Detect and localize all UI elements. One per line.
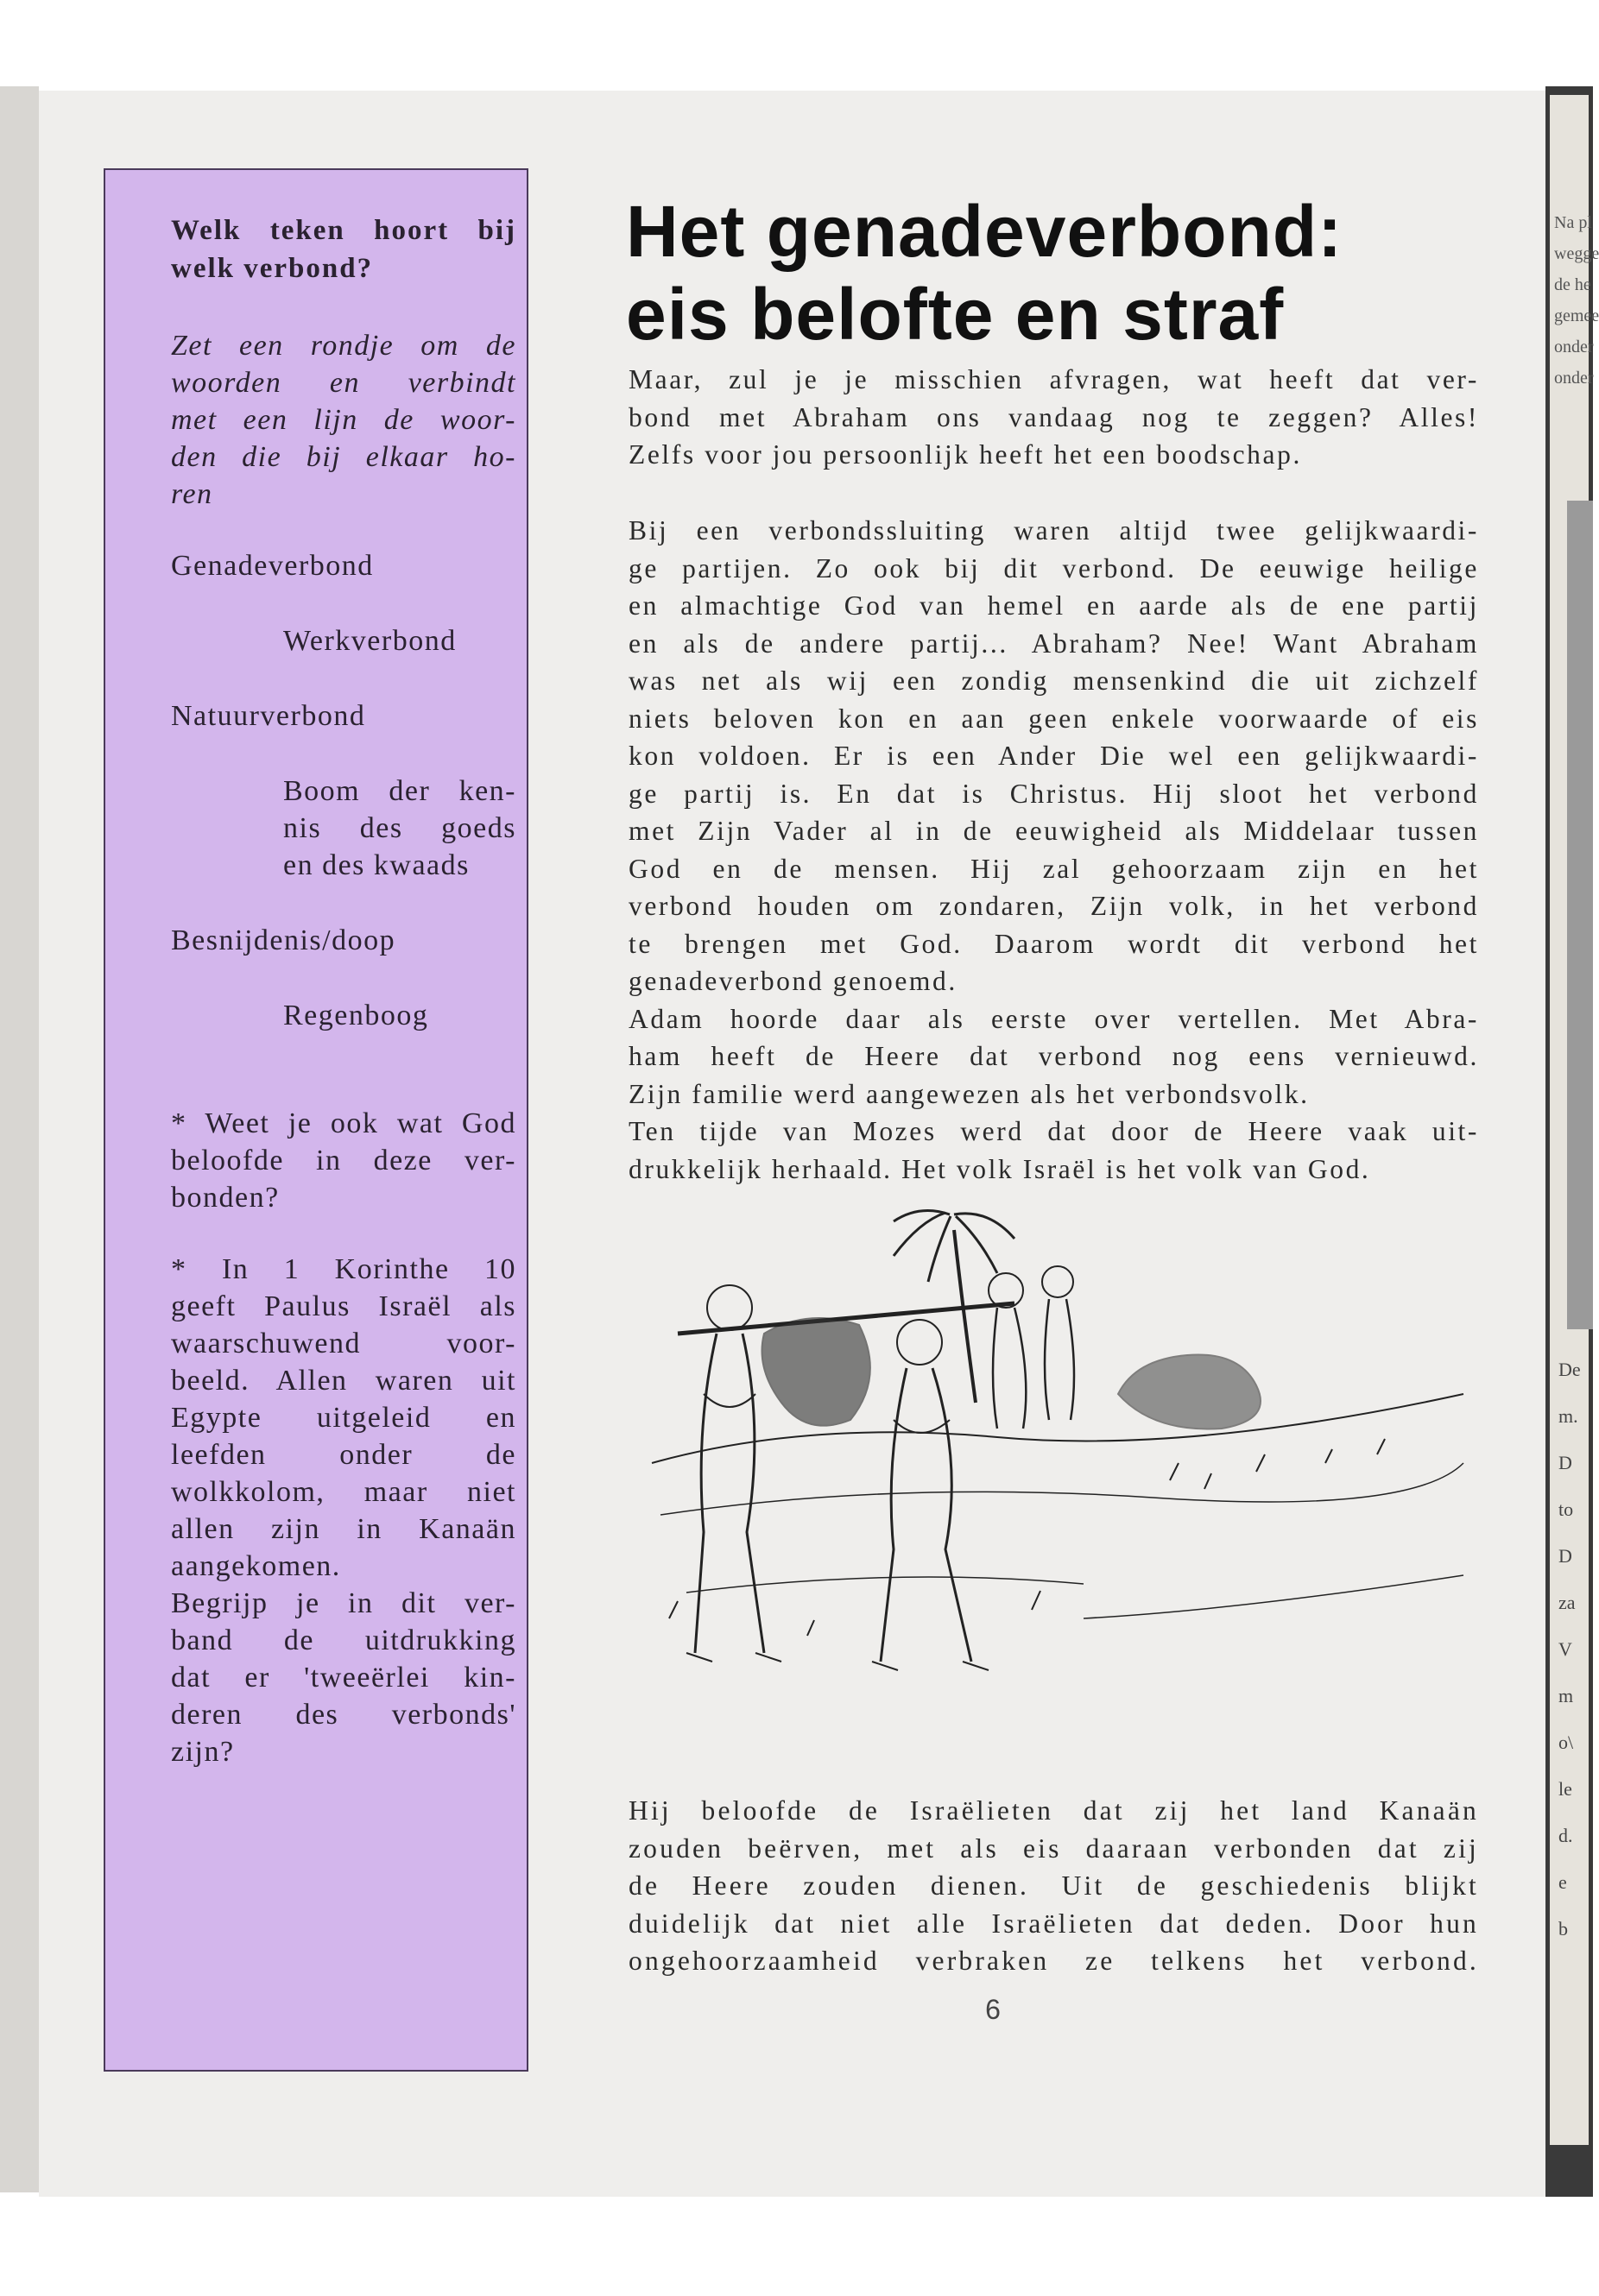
facing-page-letters: De m. D to D za V m o\ le d. e b bbox=[1558, 1359, 1581, 1940]
sidebar-question-2: * In 1 Korinthe 10 geeft Paulus Israël als waarschuwend voor- beeld. Allen waren uit Egypte uitgeleid en leefden onder de wolkkolom, maar niet allen zijn in Kanaän aangekomen. Begrijp je in dit ver- band de uitdrukking dat er 'tweeërlei kin- deren des verbonds' zijn? bbox=[171, 1253, 516, 1768]
facing-page-text: Na pl wegge de he gemee onder onder bbox=[1554, 213, 1599, 388]
word-natuurverbond: Natuurverbond bbox=[171, 700, 366, 732]
word-werkverbond: Werkverbond bbox=[283, 625, 457, 657]
article-paragraph-1: Maar, zul je je misschien afvragen, wat heeft dat ver- bond met Abraham ons vandaag nog te zeggen? Alles! Zelfs voor jou persoonlijk heeft het een boodschap. bbox=[629, 364, 1479, 470]
article-paragraph-2: Bij een verbondssluiting waren altijd twee gelijkwaardi- ge partijen. Zo ook bij dit verbond. De eeuwige heilige en almachtige God van hemel en aarde als de ene partij en als de andere partij... Abraham? Nee! Want Abraham was net als wij een zondig mensenkind die uit zichzelf niets beloven kon en aan geen enkele voorwaarde of eis kon voldoen. Er is een Ander Die wel een gelijkwaardi- ge partij is. En dat is Christus. Hij sloot het verbond met Zijn Vader al in de eeuwigheid als Middelaar tussen God en de mensen. Hij zal gehoorzaam zijn en het verbond houden om zondaren, Zijn volk, in het verbond te brengen met God. Daarom wordt dit verbond het genadeverbond genoemd. Adam hoorde daar als eerste over vertellen. Met Abra- ham heeft de Heere dat verbond nog eens vernieuwd. Zijn familie werd aangewezen als het verbondsvolk. Ten tijde van Mozes werd dat door de Heere vaak uit- drukkelijk herhaald. Het volk Israël is het volk van God. bbox=[629, 515, 1479, 1184]
word-regenboog: Regenboog bbox=[283, 1000, 429, 1031]
sidebar-question-1: * Weet je ook wat God beloofde in deze ver- bonden? bbox=[171, 1107, 516, 1214]
word-besnijdenis-doop: Besnijdenis/doop bbox=[171, 924, 396, 956]
page-number: 6 bbox=[985, 1994, 1001, 2025]
word-boom-der-kennis: Boom der ken- nis des goeds en des kwaads bbox=[283, 775, 516, 881]
article-title: Het genadeverbond: eis belofte en straf bbox=[626, 191, 1343, 355]
facing-page-photo bbox=[1567, 501, 1593, 1329]
spies-carrying-grapes-illustration bbox=[635, 1204, 1481, 1705]
sidebar-instruction: Zet een rondje om de woorden en verbindt met een lijn de woor- den die bij elkaar ho- ren bbox=[171, 330, 516, 510]
scan-edge-left bbox=[0, 86, 39, 2192]
article-paragraph-3: Hij beloofde de Israëlieten dat zij het land Kanaän zouden beërven, met als eis daaraan verbonden dat zij de Heere zouden dienen. Uit de geschiedenis blijkt duidelijk dat niet alle Israëlieten dat deden. Door hun ongehoorzaamheid verbraken ze telkens het verbond. bbox=[629, 1795, 1479, 1976]
word-genadeverbond: Genadeverbond bbox=[171, 550, 374, 582]
scan-bottom-margin bbox=[0, 2197, 1593, 2296]
sidebar-heading: Welk teken hoort bij welk verbond? bbox=[171, 215, 516, 284]
exercise-sidebar bbox=[104, 168, 528, 2072]
